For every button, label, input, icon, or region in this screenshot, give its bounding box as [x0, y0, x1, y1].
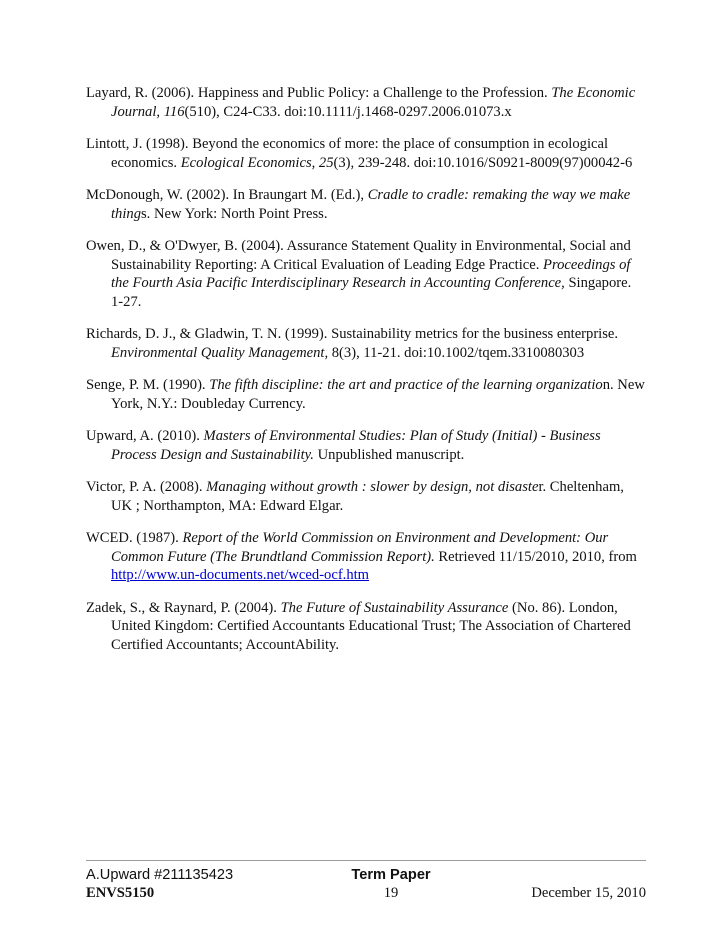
reference-title: Managing without growth : slower by design, not disaste — [206, 479, 539, 495]
footer-course: ENVS5150 — [86, 885, 155, 901]
reference-text: Unpublished manuscript. — [313, 446, 465, 463]
reference-entry — [86, 237, 646, 311]
reference-entry — [86, 325, 646, 362]
footer-author-id: A.Upward #211135423 — [86, 867, 234, 883]
reference-entry — [86, 599, 646, 655]
reference-text: Layard, R. (2006). Happiness and Public Policy: a Challenge to the Profession. — [86, 85, 552, 101]
reference-text: Singapore. 1-27. — [111, 275, 632, 310]
reference-title: The Economic Journal, 116 — [111, 85, 636, 120]
reference-text: n. New York, N.Y.: Doubleday Currency. — [111, 377, 645, 412]
reference-text: (510), C24-C33. doi:10.1111/j.1468-0297.2006.01073.x — [184, 103, 512, 120]
reference-link[interactable]: http://www.un-documents.net/wced-ocf.htm — [111, 567, 370, 583]
reference-text: McDonough, W. (2002). In Braungart M. (Ed.), — [86, 187, 368, 203]
footer-page-number: 19 — [383, 885, 399, 901]
reference-title: Masters of Environmental Studies: Plan of Study (Initial) - Business Process Design and Sustainability. — [111, 428, 601, 463]
reference-text: 8(3), 11-21. doi:10.1002/tqem.3310080303 — [328, 344, 585, 361]
footer-doc-type: Term Paper — [351, 867, 431, 883]
reference-text: (No. 86). London, United Kingdom: Certified Accountants Educational Trust; The Association of Chartered Certified Accountants; AccountAbility. — [111, 599, 631, 653]
reference-entry — [86, 376, 646, 413]
reference-text: Owen, D., & O'Dwyer, B. (2004). Assurance Statement Quality in Environmental, Social and Sustainability Reporting: A Critical Evaluation of Leading Edge Practice. — [86, 238, 631, 273]
reference-text: Upward, A. (2010). — [86, 428, 204, 444]
reference-title: Report of the World Commission on Environment and Development: Our Common Future (The Brundtland Commission Report). — [111, 530, 609, 565]
reference-title: Cradle to cradle: remaking the way we make thing — [111, 187, 631, 222]
reference-entry — [86, 529, 646, 585]
reference-title: Proceedings of the Fourth Asia Pacific Interdisciplinary Research in Accounting Conference, — [111, 256, 631, 291]
reference-entry — [86, 135, 646, 172]
reference-title: The fifth discipline: the art and practice of the learning organizatio — [209, 377, 603, 393]
reference-entry — [86, 186, 646, 223]
reference-entry — [86, 478, 646, 515]
reference-list — [86, 84, 646, 668]
footer-date: December 15, 2010 — [531, 885, 646, 901]
reference-text: WCED. (1987). — [86, 530, 183, 546]
reference-text: s. New York: North Point Press. — [141, 205, 328, 222]
reference-title: The Future of Sustainability Assurance — [280, 599, 509, 616]
reference-text: (3), 239-248. doi:10.1016/S0921-8009(97)00042-6 — [333, 154, 633, 171]
reference-text: Lintott, J. (1998). Beyond the economics of more: the place of consumption in ecological economics. — [86, 136, 609, 171]
reference-text: Richards, D. J., & Gladwin, T. N. (1999). Sustainability metrics for the business enterprise. — [86, 326, 619, 342]
reference-entry — [86, 84, 646, 121]
reference-title: Ecological Economics, 25 — [180, 154, 334, 171]
footer-divider — [86, 860, 646, 861]
reference-entry — [86, 427, 646, 464]
reference-text: r. Cheltenham, UK ; Northampton, MA: Edward Elgar. — [111, 479, 624, 514]
reference-text: Victor, P. A. (2008). — [86, 479, 207, 495]
reference-text: Senge, P. M. (1990). — [86, 377, 210, 393]
reference-title: Environmental Quality Management, — [111, 344, 329, 361]
reference-text: Zadek, S., & Raynard, P. (2004). — [86, 599, 281, 616]
reference-text: Retrieved 11/15/2010, 2010, from — [434, 548, 637, 565]
page-footer — [86, 866, 646, 906]
